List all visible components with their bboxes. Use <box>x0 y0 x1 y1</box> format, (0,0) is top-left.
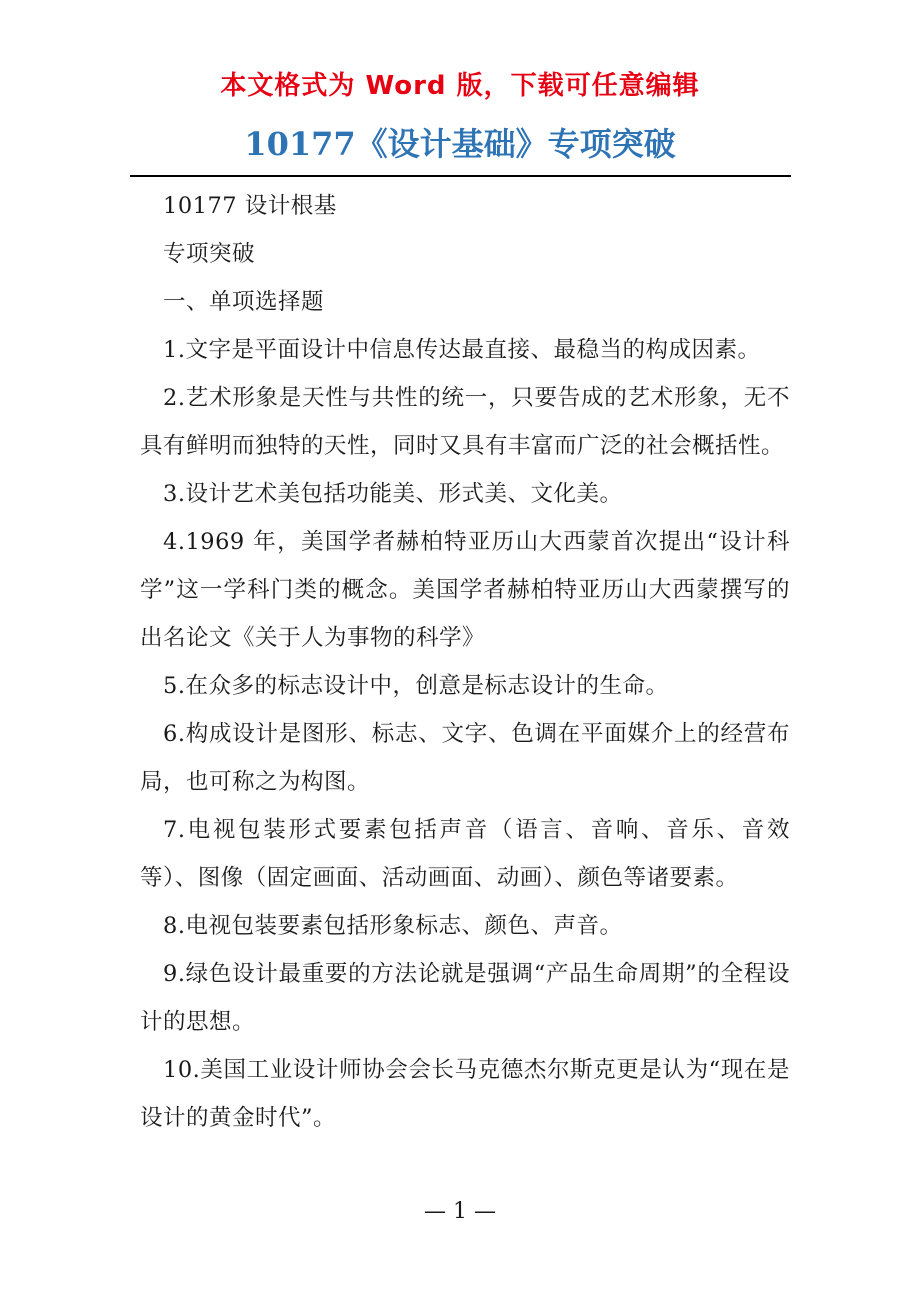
paragraph-item-4: 4.1969 年，美国学者赫柏特亚历山大西蒙首次提出“设计科学”这一学科门类的概念。美国学者赫柏特亚历山大西蒙撰写的出名论文《关于人为事物的科学》 <box>140 529 790 651</box>
paragraph-item-7: 7.电视包装形式要素包括声音（语言、音响、音乐、音效等）、图像（固定画面、活动画面、动画）、颜色等诸要素。 <box>140 817 790 891</box>
document-title: 10177《设计基础》专项突破 <box>244 125 676 163</box>
paragraph-item-2: 2.艺术形象是天性与共性的统一，只要告成的艺术形象，无不具有鲜明而独特的天性，同时又具有丰富而广泛的社会概括性。 <box>140 385 790 459</box>
paragraph-item-8: 8.电视包装要素包括形象标志、颜色、声音。 <box>163 913 623 939</box>
document-body <box>140 182 790 1142</box>
paragraph-item-5: 5.在众多的标志设计中，创意是标志设计的生命。 <box>163 673 669 699</box>
paragraph-item-6: 6.构成设计是图形、标志、文字、色调在平面媒介上的经营布局，也可称之为构图。 <box>140 721 790 795</box>
page-number: — 1 — <box>424 1199 496 1224</box>
paragraph-item-1: 1.文字是平面设计中信息传达最直接、最稳当的构成因素。 <box>163 337 761 363</box>
paragraph-item-9: 9.绿色设计最重要的方法论就是强调“产品生命周期”的全程设计的思想。 <box>140 961 790 1035</box>
paragraph-item-10: 10.美国工业设计师协会会长马克德杰尔斯克更是认为“现在是设计的黄金时代”。 <box>140 1057 790 1131</box>
paragraph-subtitle: 专项突破 <box>163 241 256 267</box>
paragraph-item-3: 3.设计艺术美包括功能美、形式美、文化美。 <box>163 481 623 507</box>
title-divider <box>130 175 791 177</box>
word-format-notice: 本文格式为 Word 版，下载可任意编辑 <box>220 71 700 101</box>
paragraph-subject: 10177 设计根基 <box>163 193 337 219</box>
section-heading: 一、单项选择题 <box>163 289 325 315</box>
